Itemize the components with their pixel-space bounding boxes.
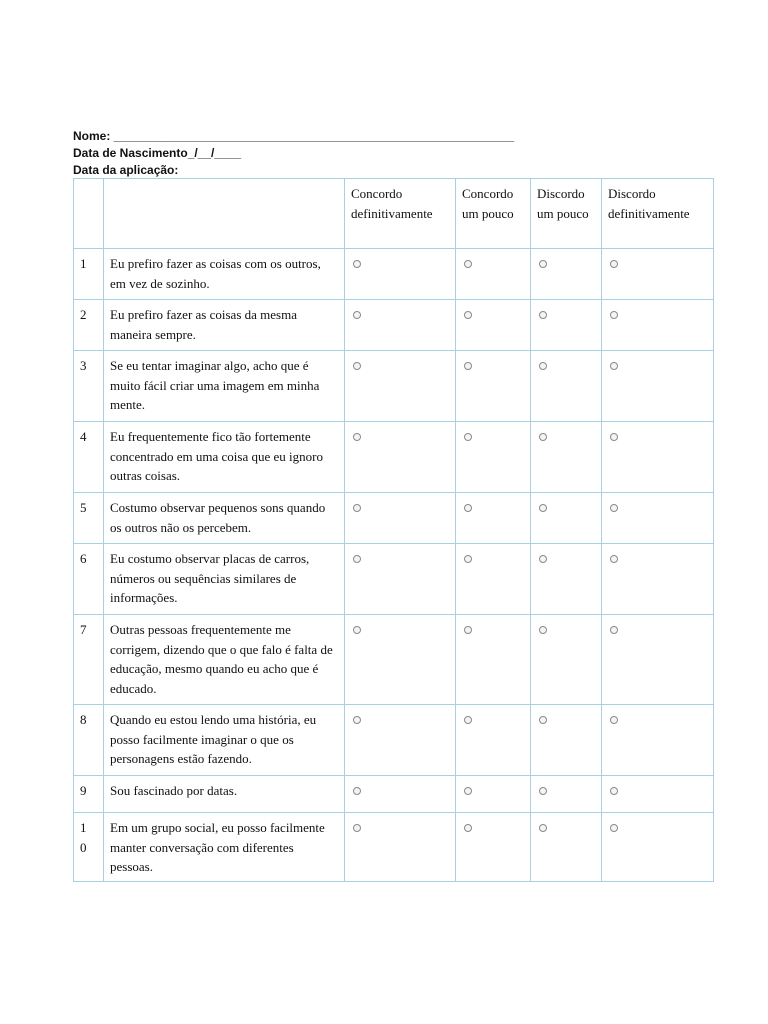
question-text: Eu frequentemente fico tão fortemente concentrado em uma coisa que eu ignoro outras coisas.	[104, 422, 345, 493]
radio-option-concordo-um-pouco[interactable]	[464, 716, 472, 724]
radio-option-concordo-definitivamente[interactable]	[353, 824, 361, 832]
radio-option-discordo-um-pouco[interactable]	[539, 504, 547, 512]
radio-option-discordo-definitivamente[interactable]	[610, 555, 618, 563]
radio-option-concordo-definitivamente[interactable]	[353, 260, 361, 268]
question-text: Outras pessoas frequentemente me corrigem, dizendo que o que falo é falta de educação, mesmo quando eu acho que é educado.	[104, 615, 345, 705]
question-text: Sou fascinado por datas.	[104, 776, 345, 813]
application-date-field-label[interactable]: Data da aplicação:	[73, 163, 179, 177]
column-header-concordo-um-pouco: Concordo um pouco	[456, 179, 531, 249]
radio-option-concordo-um-pouco[interactable]	[464, 626, 472, 634]
radio-option-concordo-definitivamente[interactable]	[353, 433, 361, 441]
radio-option-discordo-um-pouco[interactable]	[539, 626, 547, 634]
question-text: Eu costumo observar placas de carros, números ou sequências similares de informações.	[104, 544, 345, 615]
question-number: 2	[80, 307, 87, 322]
table-row	[74, 249, 714, 300]
radio-option-discordo-definitivamente[interactable]	[610, 716, 618, 724]
table-row	[74, 493, 714, 544]
radio-option-discordo-um-pouco[interactable]	[539, 433, 547, 441]
header-question-cell	[104, 179, 345, 249]
question-text: Quando eu estou lendo uma história, eu posso facilmente imaginar o que os personagens estão fazendo.	[104, 705, 345, 776]
table-row	[74, 615, 714, 705]
questionnaire-table	[73, 178, 714, 882]
radio-option-concordo-um-pouco[interactable]	[464, 787, 472, 795]
radio-option-concordo-um-pouco[interactable]	[464, 311, 472, 319]
radio-option-concordo-definitivamente[interactable]	[353, 362, 361, 370]
radio-option-discordo-um-pouco[interactable]	[539, 362, 547, 370]
question-text: Eu prefiro fazer as coisas da mesma maneira sempre.	[104, 300, 345, 351]
radio-option-discordo-um-pouco[interactable]	[539, 787, 547, 795]
question-text: Em um grupo social, eu posso facilmente manter conversação com diferentes pessoas.	[104, 813, 345, 882]
radio-option-discordo-um-pouco[interactable]	[539, 824, 547, 832]
radio-option-discordo-um-pouco[interactable]	[539, 555, 547, 563]
radio-option-concordo-um-pouco[interactable]	[464, 362, 472, 370]
radio-option-concordo-um-pouco[interactable]	[464, 504, 472, 512]
question-text: Costumo observar pequenos sons quando os outros não os percebem.	[104, 493, 345, 544]
question-number: 6	[80, 551, 87, 566]
radio-option-discordo-um-pouco[interactable]	[539, 260, 547, 268]
question-text: Se eu tentar imaginar algo, acho que é muito fácil criar uma imagem em minha mente.	[104, 351, 345, 422]
radio-option-concordo-definitivamente[interactable]	[353, 716, 361, 724]
table-row	[74, 544, 714, 615]
radio-option-concordo-definitivamente[interactable]	[353, 787, 361, 795]
name-field-label[interactable]: Nome: ____________________________________________________________	[73, 129, 515, 143]
table-row	[74, 300, 714, 351]
question-number: 3	[80, 358, 87, 373]
form-header	[73, 128, 514, 179]
radio-option-concordo-definitivamente[interactable]	[353, 504, 361, 512]
radio-option-discordo-definitivamente[interactable]	[610, 362, 618, 370]
table-row	[74, 422, 714, 493]
question-number: 10	[80, 820, 87, 855]
radio-option-discordo-definitivamente[interactable]	[610, 626, 618, 634]
question-number: 8	[80, 712, 87, 727]
question-number: 4	[80, 429, 87, 444]
radio-option-concordo-definitivamente[interactable]	[353, 555, 361, 563]
question-number: 5	[80, 500, 87, 515]
radio-option-concordo-definitivamente[interactable]	[353, 626, 361, 634]
question-number: 9	[80, 783, 87, 798]
radio-option-discordo-um-pouco[interactable]	[539, 311, 547, 319]
column-header-concordo-definitivamente: Concordo definitivamente	[345, 179, 456, 249]
radio-option-concordo-um-pouco[interactable]	[464, 433, 472, 441]
radio-option-concordo-um-pouco[interactable]	[464, 824, 472, 832]
question-text: Eu prefiro fazer as coisas com os outros, em vez de sozinho.	[104, 249, 345, 300]
radio-option-discordo-definitivamente[interactable]	[610, 311, 618, 319]
table-row	[74, 776, 714, 813]
radio-option-discordo-definitivamente[interactable]	[610, 824, 618, 832]
radio-option-concordo-um-pouco[interactable]	[464, 555, 472, 563]
header-number-cell	[74, 179, 104, 249]
column-header-discordo-um-pouco: Discordo um pouco	[531, 179, 602, 249]
table-row	[74, 813, 714, 882]
table-header-row	[74, 179, 714, 249]
radio-option-discordo-definitivamente[interactable]	[610, 433, 618, 441]
table-row	[74, 705, 714, 776]
table-row	[74, 351, 714, 422]
column-header-discordo-definitivamente: Discordo definitivamente	[602, 179, 714, 249]
question-number: 7	[80, 622, 87, 637]
question-number: 1	[80, 256, 87, 271]
radio-option-discordo-definitivamente[interactable]	[610, 260, 618, 268]
radio-option-discordo-definitivamente[interactable]	[610, 504, 618, 512]
radio-option-concordo-definitivamente[interactable]	[353, 311, 361, 319]
birth-date-field-label[interactable]: Data de Nascimento_/__/____	[73, 146, 242, 160]
radio-option-concordo-um-pouco[interactable]	[464, 260, 472, 268]
radio-option-discordo-definitivamente[interactable]	[610, 787, 618, 795]
radio-option-discordo-um-pouco[interactable]	[539, 716, 547, 724]
